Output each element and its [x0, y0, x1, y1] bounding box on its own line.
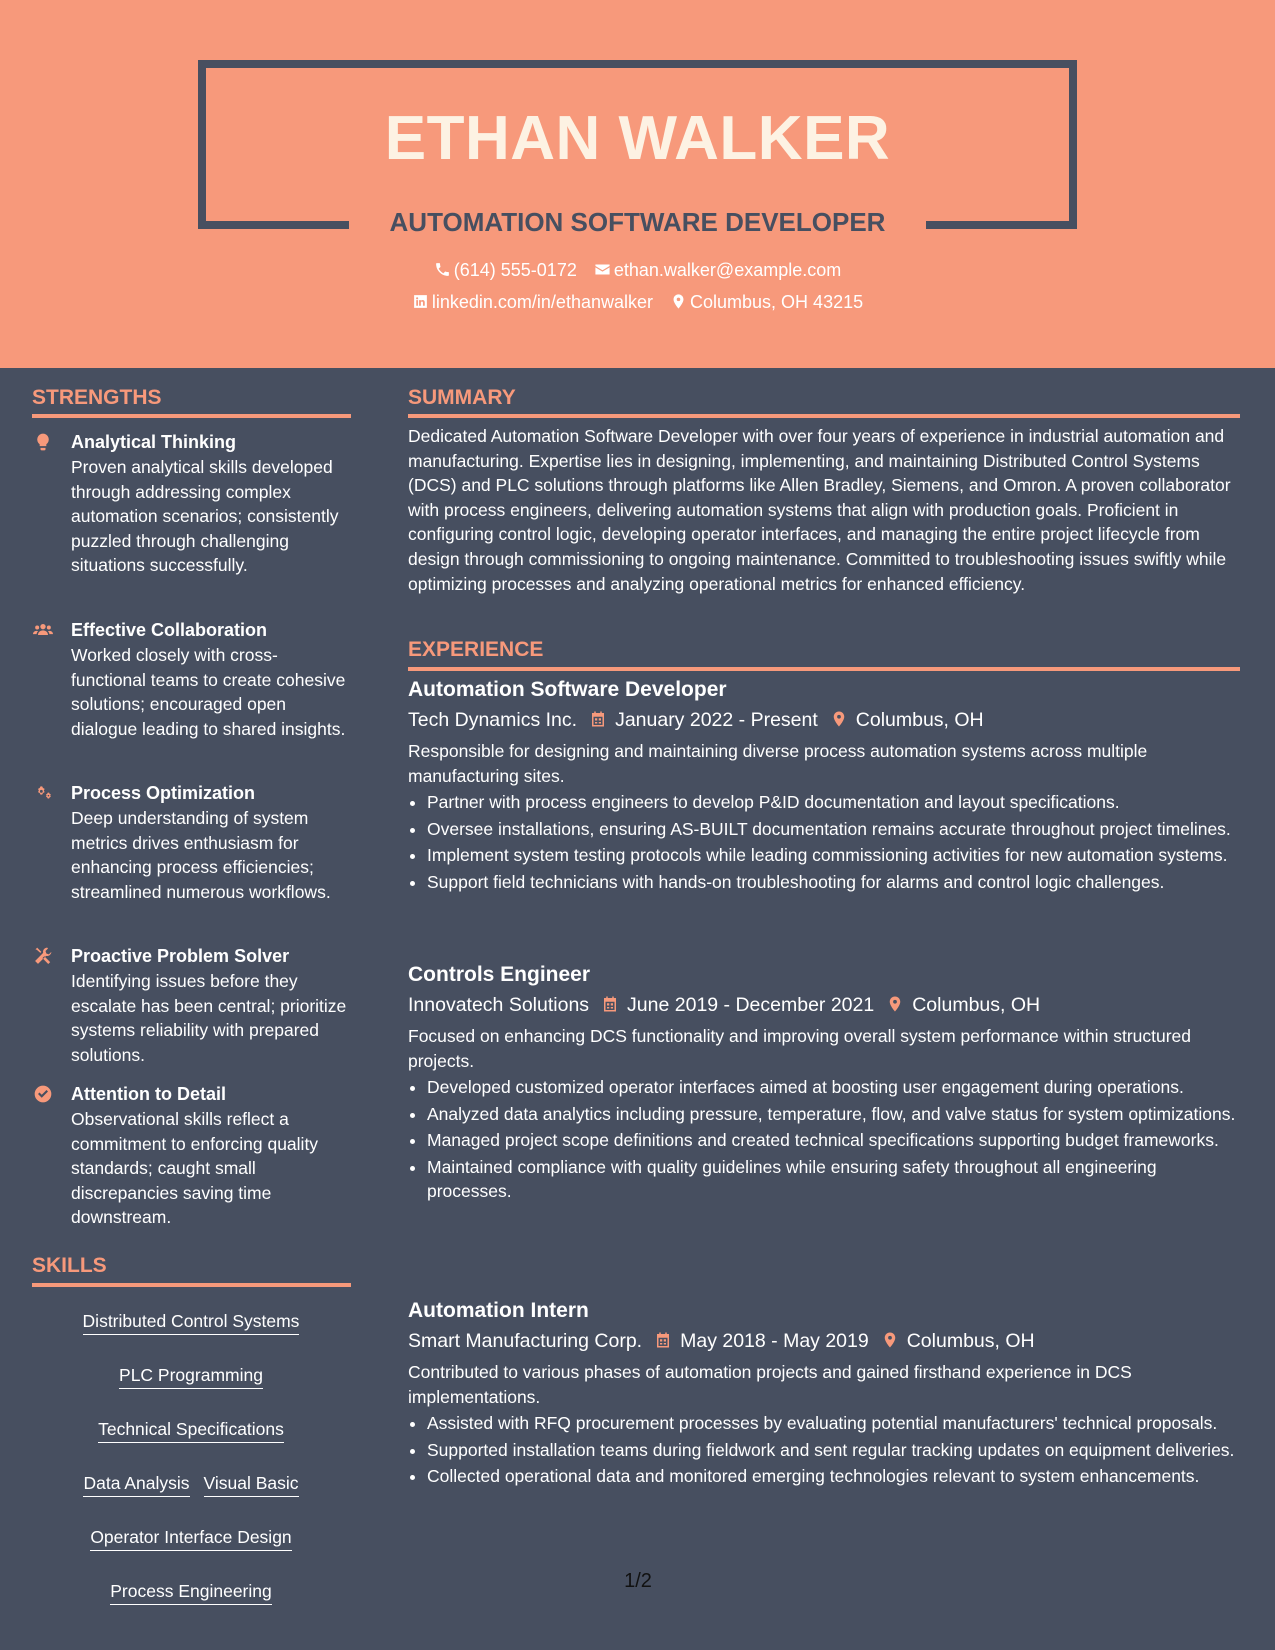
- list-item: • Partner with process engineers to develop P&ID documentation and layout specifications.: [427, 790, 1241, 815]
- section-divider: [408, 667, 1240, 671]
- list-item: • Support field technicians with hands-on troubleshooting for alarms and control logic challenges.: [427, 870, 1241, 895]
- job-meta: [408, 705, 1241, 735]
- phone-icon: [434, 261, 451, 278]
- skill-tag: Operator Interface Design: [90, 1526, 291, 1551]
- list-item: • Collected operational data and monitored emerging technologies relevant to system enhancements.: [427, 1464, 1241, 1489]
- company-name: Tech Dynamics Inc.: [408, 709, 578, 731]
- job-bullets: [408, 1411, 1241, 1489]
- strength-description: Worked closely with cross-functional teams to create cohesive solutions; encouraged open dialogue leading to shared insights.: [71, 645, 346, 739]
- job-title: Automation Software Developer: [408, 678, 727, 701]
- job-meta: [408, 1326, 1241, 1356]
- tools-icon: [32, 946, 56, 966]
- skills-list: [32, 1300, 350, 1624]
- list-item: • Assisted with RFQ procurement processes by evaluating potential manufacturers' technical proposals.: [427, 1411, 1241, 1436]
- list-item: • Managed project scope definitions and created technical specifications supporting budget frameworks.: [427, 1128, 1241, 1153]
- strength-item: [32, 944, 352, 1067]
- summary-heading: SUMMARY: [408, 386, 516, 409]
- list-item: • Implement system testing protocols while leading commissioning activities for new automation systems.: [427, 843, 1241, 868]
- map-pin-icon: [830, 710, 848, 728]
- list-item: • Analyzed data analytics including pressure, temperature, flow, and valve status for system optimizations.: [427, 1102, 1241, 1127]
- job-dates: June 2019 - December 2021: [627, 994, 875, 1016]
- page-number: 1/2: [624, 1570, 652, 1592]
- header-frame: [198, 60, 206, 229]
- job-bullets: [408, 1075, 1241, 1204]
- strength-title: Attention to Detail: [71, 1084, 226, 1104]
- location-contact: [670, 289, 863, 315]
- linkedin-text: linkedin.com/in/ethanwalker: [431, 292, 653, 312]
- strength-title: Proactive Problem Solver: [71, 946, 290, 966]
- skill-tag: Process Engineering: [110, 1580, 271, 1605]
- experience-heading: EXPERIENCE: [408, 638, 544, 661]
- email-text: ethan.walker@example.com: [613, 260, 842, 280]
- list-item: • Maintained compliance with quality guidelines while ensuring safety throughout all engineering processes.: [427, 1155, 1241, 1204]
- strength-description: Deep understanding of system metrics drives enthusiasm for enhancing process efficiencies; streamlined numerous workflows.: [71, 808, 331, 902]
- check-circle-icon: [32, 1084, 56, 1104]
- header-frame: [198, 221, 349, 229]
- job-title: Controls Engineer: [408, 963, 591, 986]
- strength-title: Process Optimization: [71, 783, 256, 803]
- email-contact[interactable]: [594, 257, 841, 283]
- job-dates: January 2022 - Present: [615, 709, 818, 731]
- job-location: Columbus, OH: [906, 1330, 1035, 1352]
- header-frame: [926, 221, 1077, 229]
- skill-tag: PLC Programming: [119, 1364, 263, 1389]
- linkedin-icon: [412, 293, 429, 310]
- job-entry: [408, 960, 1241, 1206]
- envelope-icon: [594, 261, 611, 278]
- job-meta: [408, 990, 1241, 1020]
- summary-text: Dedicated Automation Software Developer with over four years of experience in industrial automation and manufacturing. Expertise lies in designing, implementing, and maintaining Distributed Control Systems (DCS) and PLC solutions through platforms like Allen Bradley, Siemens, and Omron. A proven collaborator with process engineers, delivering automation systems that align with production goals. Proficient in configuring control logic, developing operator interfaces, and managing the entire project lifecycle from design through commissioning to ongoing maintenance. Committed to troubleshooting issues swiftly while optimizing processes and analyzing operational metrics for enhanced efficiency.: [408, 426, 1231, 594]
- skill-tag: Data Analysis: [83, 1472, 189, 1497]
- linkedin-contact[interactable]: [412, 289, 653, 315]
- location-text: Columbus, OH 43215: [690, 292, 864, 312]
- strength-description: Proven analytical skills developed through addressing complex automation scenarios; consistently puzzled through challenging situations successfully.: [71, 457, 339, 575]
- strength-item: [32, 430, 352, 578]
- job-dates: May 2018 - May 2019: [680, 1330, 869, 1352]
- job-description: Focused on enhancing DCS functionality and improving overall system performance within structured projects.: [408, 1026, 1192, 1071]
- strength-description: Observational skills reflect a commitment to enforcing quality standards; caught small discrepancies saving time downstream.: [71, 1109, 319, 1227]
- skill-tag: Technical Specifications: [98, 1418, 284, 1443]
- skill-tag: Visual Basic: [204, 1472, 299, 1497]
- job-location: Columbus, OH: [855, 709, 984, 731]
- map-pin-icon: [670, 293, 687, 310]
- header-frame: [198, 60, 1077, 68]
- section-divider: [408, 414, 1240, 418]
- contact-row: [0, 257, 1275, 283]
- company-name: Innovatech Solutions: [408, 994, 590, 1016]
- calendar-icon: [589, 710, 607, 728]
- job-bullets: [408, 790, 1241, 894]
- users-icon: [32, 620, 56, 640]
- skill-tag: Distributed Control Systems: [83, 1310, 300, 1335]
- job-title: Automation Intern: [408, 1299, 589, 1322]
- strength-item: [32, 618, 352, 741]
- map-pin-icon: [881, 1331, 899, 1349]
- job-description: Responsible for designing and maintaining diverse process automation systems across multiple manufacturing sites.: [408, 741, 1148, 786]
- calendar-icon: [654, 1331, 672, 1349]
- section-divider: [32, 1283, 351, 1287]
- strength-item: [32, 1082, 352, 1230]
- strengths-heading: STRENGTHS: [32, 386, 162, 409]
- map-pin-icon: [886, 995, 904, 1013]
- resume-header: [0, 0, 1275, 368]
- contact-row: [0, 289, 1275, 315]
- company-name: Smart Manufacturing Corp.: [408, 1330, 643, 1352]
- candidate-name: ETHAN WALKER: [384, 104, 891, 173]
- strength-title: Analytical Thinking: [71, 432, 237, 452]
- list-item: • Supported installation teams during fieldwork and sent regular tracking updates on equipment deliveries.: [427, 1438, 1241, 1463]
- list-item: • Developed customized operator interfaces aimed at boosting user engagement during operations.: [427, 1075, 1241, 1100]
- job-description: Contributed to various phases of automation projects and gained firsthand experience in DCS implementations.: [408, 1362, 1132, 1407]
- phone-text: (614) 555-0172: [453, 260, 577, 280]
- section-divider: [32, 414, 351, 418]
- header-frame: [1069, 60, 1077, 229]
- job-entry: [408, 675, 1241, 896]
- job-entry: [408, 1296, 1241, 1491]
- strength-item: [32, 781, 352, 904]
- gears-icon: [32, 783, 56, 803]
- skills-heading: SKILLS: [32, 1254, 107, 1277]
- job-location: Columbus, OH: [912, 994, 1041, 1016]
- strength-title: Effective Collaboration: [71, 620, 268, 640]
- lightbulb-icon: [32, 432, 56, 452]
- strength-description: Identifying issues before they escalate has been central; prioritize systems reliability with prepared solutions.: [71, 971, 347, 1065]
- phone-contact[interactable]: [434, 257, 577, 283]
- list-item: • Oversee installations, ensuring AS-BUILT documentation remains accurate throughout project timelines.: [427, 817, 1241, 842]
- candidate-title: AUTOMATION SOFTWARE DEVELOPER: [389, 207, 886, 237]
- calendar-icon: [601, 995, 619, 1013]
